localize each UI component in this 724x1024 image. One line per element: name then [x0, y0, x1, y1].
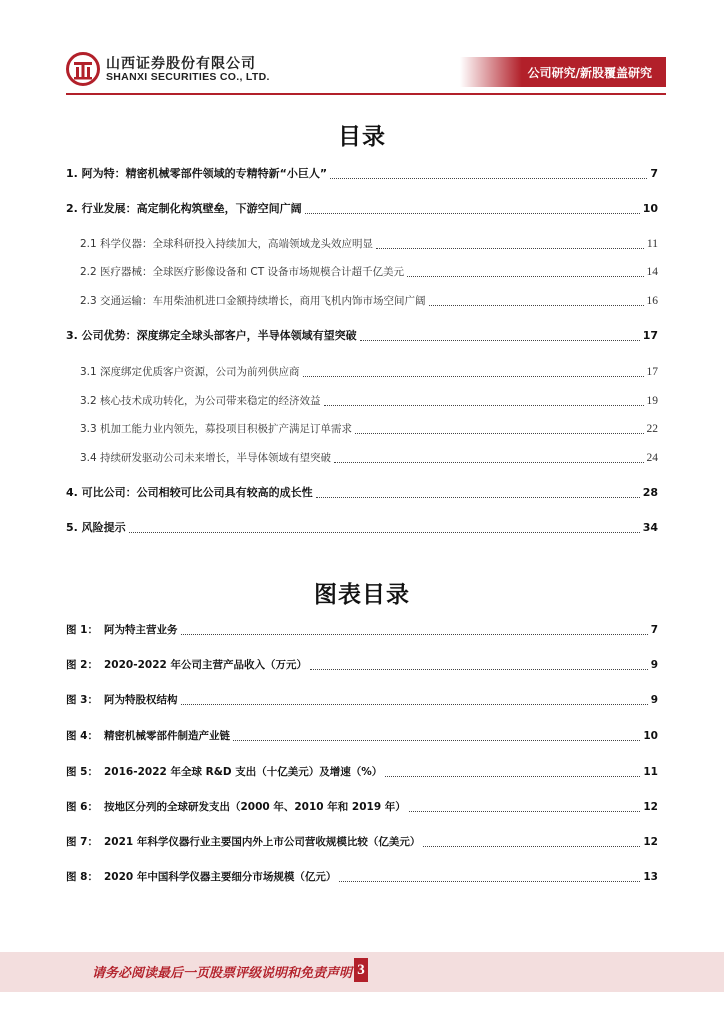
company-name-cn: 山西证券股份有限公司: [106, 56, 256, 72]
toc-subentry[interactable]: 2.1 科学仪器：全球科研投入持续加大，高端领域龙头效应明显 11: [80, 238, 658, 250]
figure-entry[interactable]: 图 3： 阿为特股权结构 9: [66, 694, 658, 706]
report-type-label: 公司研究/新股覆盖研究: [527, 66, 652, 80]
toc-entry[interactable]: 5. 风险提示 34: [66, 521, 658, 534]
toc-subentry[interactable]: 3.2 核心技术成功转化，为公司带来稳定的经济效益 19: [80, 395, 658, 407]
toc-subentry[interactable]: 3.4 持续研发驱动公司未来增长，半导体领域有望突破 24: [80, 452, 658, 464]
page-number: 3: [354, 958, 368, 982]
figure-entry[interactable]: 图 4： 精密机械零部件制造产业链 10: [66, 730, 658, 742]
toc-entry[interactable]: 4. 可比公司：公司相较可比公司具有较高的成长性 28: [66, 486, 658, 499]
toc-subentry[interactable]: 2.3 交通运输：车用柴油机进口金额持续增长，商用飞机内饰市场空间广阔 16: [80, 295, 658, 307]
company-logo-icon: [66, 52, 100, 86]
header-divider: [66, 93, 666, 95]
toc-subentry[interactable]: 3.1 深度绑定优质客户资源，公司为前列供应商 17: [80, 366, 658, 378]
report-type-banner: [460, 57, 666, 87]
toc-entry[interactable]: 1. 阿为特：精密机械零部件领域的专精特新“小巨人” 7: [66, 167, 658, 180]
toc-title: 目录: [338, 124, 386, 150]
figures-title: 图表目录: [314, 582, 410, 608]
toc-subentry[interactable]: 3.3 机加工能力业内领先，募投项目积极扩产满足订单需求 22: [80, 423, 658, 435]
toc-subentry[interactable]: 2.2 医疗器械：全球医疗影像设备和 CT 设备市场规模合计超千亿美元 14: [80, 266, 658, 278]
footer-disclaimer: 请务必阅读最后一页股票评级说明和免责声明: [91, 966, 352, 981]
figure-entry[interactable]: 图 7： 2021 年科学仪器行业主要国内外上市公司营收规模比较（亿美元） 12: [66, 836, 658, 848]
toc-entry[interactable]: 2. 行业发展：高定制化构筑壁垒，下游空间广阔 10: [66, 202, 658, 215]
figure-entry[interactable]: 图 8： 2020 年中国科学仪器主要细分市场规模（亿元） 13: [66, 871, 658, 883]
figure-entry[interactable]: 图 6： 按地区分列的全球研发支出（2000 年、2010 年和 2019 年） 12: [66, 801, 658, 813]
figure-entry[interactable]: 图 5： 2016-2022 年全球 R&D 支出（十亿美元）及增速（%） 11: [66, 766, 658, 778]
figure-entry[interactable]: 图 2： 2020-2022 年公司主营产品收入（万元） 9: [66, 659, 658, 671]
figure-entry[interactable]: 图 1： 阿为特主营业务 7: [66, 624, 658, 636]
company-name-en: SHANXI SECURITIES CO., LTD.: [106, 71, 270, 83]
toc-entry[interactable]: 3. 公司优势：深度绑定全球头部客户，半导体领域有望突破 17: [66, 329, 658, 342]
